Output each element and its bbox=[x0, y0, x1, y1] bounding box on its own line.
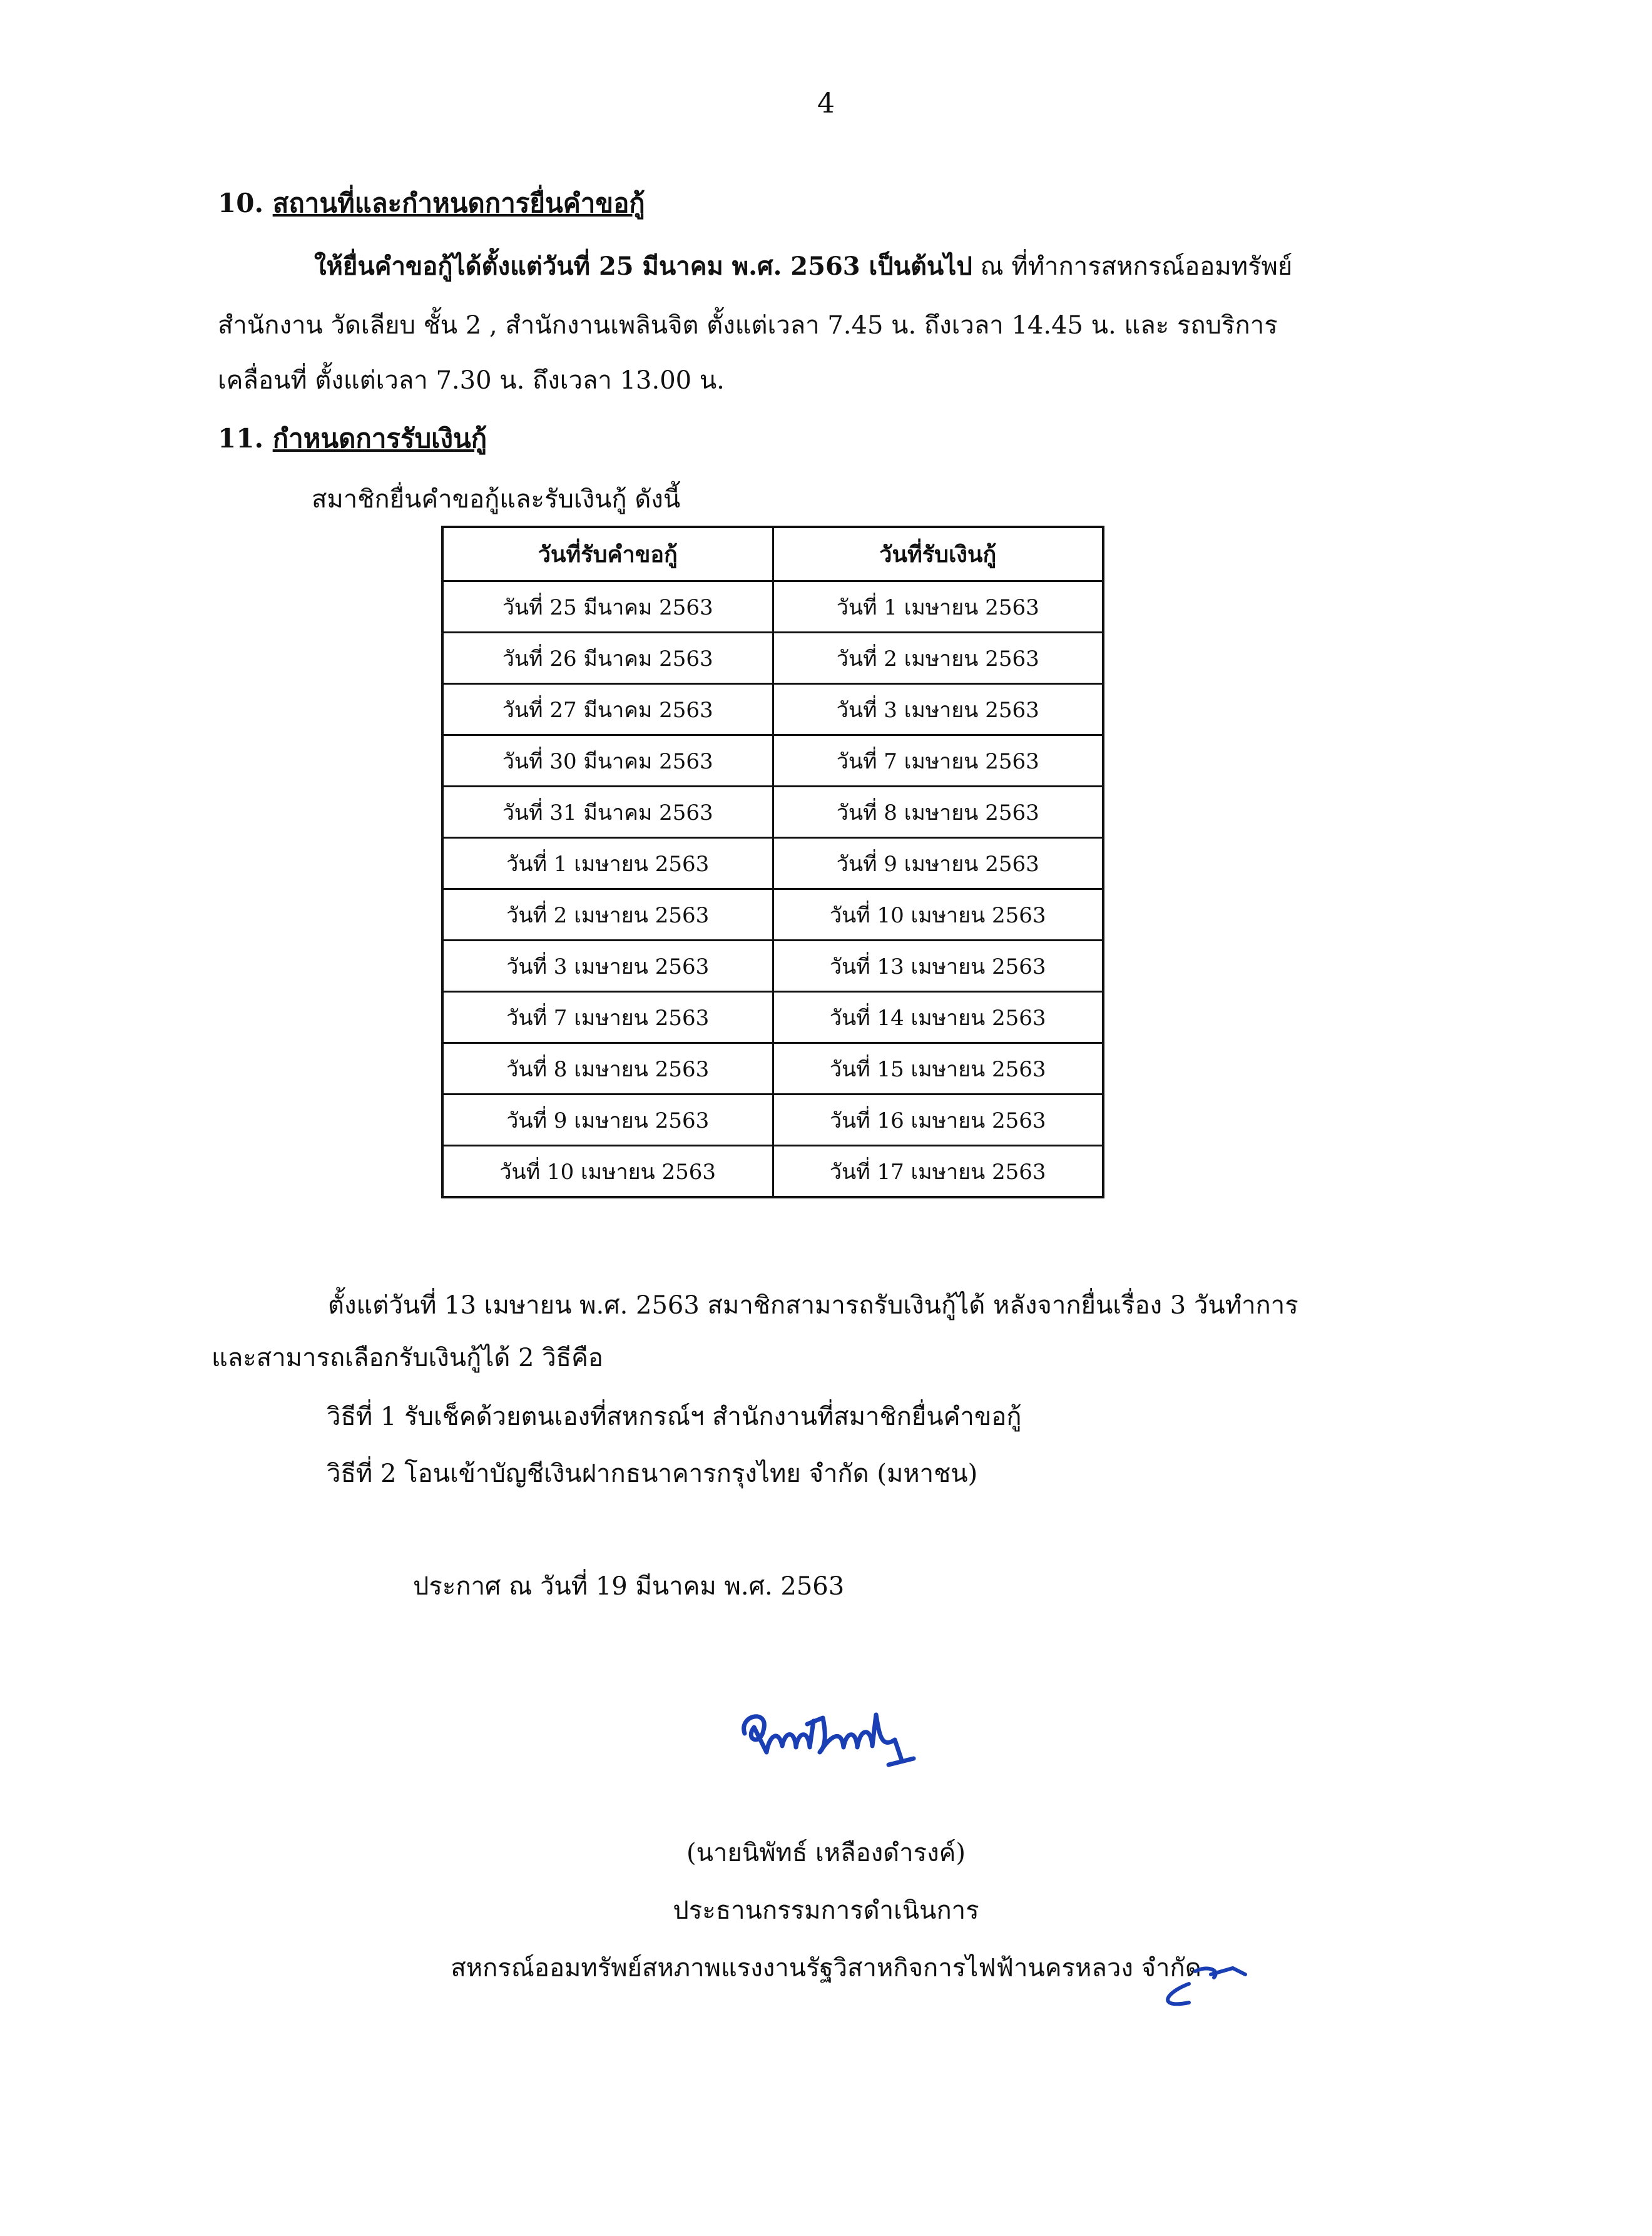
section-10-heading bbox=[218, 183, 645, 224]
disbursement-date-cell: วันที่ 9 เมษายน 2563 bbox=[773, 838, 1103, 889]
section-10-title: สถานที่และกำหนดการยื่นคำขอกู้ bbox=[272, 188, 645, 218]
signatory-name: (นายนิพัทธ์ เหลืองดำรงค์) bbox=[686, 1839, 966, 1867]
disbursement-date-cell: วันที่ 17 เมษายน 2563 bbox=[773, 1146, 1103, 1198]
disbursement-date-cell: วันที่ 10 เมษายน 2563 bbox=[773, 889, 1103, 941]
section-11-heading bbox=[218, 418, 487, 459]
application-date-cell: วันที่ 30 มีนาคม 2563 bbox=[442, 735, 773, 787]
disbursement-date-cell: วันที่ 16 เมษายน 2563 bbox=[773, 1095, 1103, 1146]
signature-image bbox=[732, 1696, 920, 1777]
application-date-cell: วันที่ 7 เมษายน 2563 bbox=[442, 992, 773, 1043]
signatory-organization: สหกรณ์ออมทรัพย์สหภาพแรงงานรัฐวิสาหกิจการไฟฟ้านครหลวง จำกัด bbox=[451, 1954, 1201, 1983]
section-11-title: กำหนดการรับเงินกู้ bbox=[272, 423, 487, 454]
table-row bbox=[442, 992, 1103, 1043]
signatory-position: ประธานกรรมการดำเนินการ bbox=[673, 1896, 979, 1925]
disbursement-date-cell: วันที่ 15 เมษายน 2563 bbox=[773, 1043, 1103, 1095]
table-row bbox=[442, 941, 1103, 992]
initials-mark bbox=[1151, 1959, 1264, 2015]
application-date-cell: วันที่ 10 เมษายน 2563 bbox=[442, 1146, 773, 1198]
application-date-cell: วันที่ 9 เมษายน 2563 bbox=[442, 1095, 773, 1146]
table-row bbox=[442, 735, 1103, 787]
application-date-cell: วันที่ 3 เมษายน 2563 bbox=[442, 941, 773, 992]
table-row bbox=[442, 1043, 1103, 1095]
table-body bbox=[442, 581, 1103, 1198]
section-11-intro: สมาชิกยื่นคำขอกู้และรับเงินกู้ ดังนี้ bbox=[312, 485, 681, 514]
table-row bbox=[442, 1095, 1103, 1146]
header-application-date: วันที่รับคำขอกู้ bbox=[442, 527, 773, 581]
application-date-cell: วันที่ 1 เมษายน 2563 bbox=[442, 838, 773, 889]
disbursement-date-cell: วันที่ 14 เมษายน 2563 bbox=[773, 992, 1103, 1043]
application-date-cell: วันที่ 2 เมษายน 2563 bbox=[442, 889, 773, 941]
table-row bbox=[442, 889, 1103, 941]
disbursement-date-cell: วันที่ 1 เมษายน 2563 bbox=[773, 581, 1103, 633]
table-row bbox=[442, 684, 1103, 735]
application-date-cell: วันที่ 27 มีนาคม 2563 bbox=[442, 684, 773, 735]
table-row bbox=[442, 787, 1103, 838]
application-date-cell: วันที่ 25 มีนาคม 2563 bbox=[442, 581, 773, 633]
disbursement-date-cell: วันที่ 8 เมษายน 2563 bbox=[773, 787, 1103, 838]
disbursement-note-line-2: และสามารถเลือกรับเงินกู้ได้ 2 วิธีคือ bbox=[212, 1344, 603, 1372]
table-header-row bbox=[442, 527, 1103, 581]
application-date-cell: วันที่ 8 เมษายน 2563 bbox=[442, 1043, 773, 1095]
disbursement-note-line-1: ตั้งแต่วันที่ 13 เมษายน พ.ศ. 2563 สมาชิกสามารถรับเงินกู้ได้ หลังจากยื่นเรื่อง 3 วันทำการ bbox=[328, 1291, 1298, 1320]
method-1: วิธีที่ 1 รับเช็คด้วยตนเองที่สหกรณ์ฯ สำนักงานที่สมาชิกยื่นคำขอกู้ bbox=[327, 1402, 1022, 1431]
table-row bbox=[442, 838, 1103, 889]
submission-location-start: ณ ที่ทำการสหกรณ์ออมทรัพย์ bbox=[980, 252, 1293, 281]
disbursement-date-cell: วันที่ 13 เมษายน 2563 bbox=[773, 941, 1103, 992]
disbursement-date-cell: วันที่ 7 เมษายน 2563 bbox=[773, 735, 1103, 787]
section-11-number: 11. bbox=[218, 423, 264, 454]
application-date-cell: วันที่ 26 มีนาคม 2563 bbox=[442, 633, 773, 684]
disbursement-date-cell: วันที่ 2 เมษายน 2563 bbox=[773, 633, 1103, 684]
table-row bbox=[442, 633, 1103, 684]
method-2: วิธีที่ 2 โอนเข้าบัญชีเงินฝากธนาคารกรุงไทย จำกัด (มหาชน) bbox=[327, 1459, 978, 1488]
announcement-date: ประกาศ ณ วันที่ 19 มีนาคม พ.ศ. 2563 bbox=[413, 1572, 845, 1601]
header-disbursement-date: วันที่รับเงินกู้ bbox=[773, 527, 1103, 581]
table-row bbox=[442, 581, 1103, 633]
submission-start-date: ให้ยื่นคำขอกู้ได้ตั้งแต่วันที่ 25 มีนาคม พ.ศ. 2563 เป็นต้นไป bbox=[314, 252, 972, 281]
section-10-line-1 bbox=[314, 246, 1292, 286]
disbursement-date-cell: วันที่ 3 เมษายน 2563 bbox=[773, 684, 1103, 735]
loan-schedule-table bbox=[441, 526, 1104, 1198]
section-10-line-2: สำนักงาน วัดเลียบ ชั้น 2 , สำนักงานเพลินจิต ตั้งแต่เวลา 7.45 น. ถึงเวลา 14.45 น. และ รถบริการ bbox=[218, 311, 1278, 340]
section-10-line-3: เคลื่อนที่ ตั้งแต่เวลา 7.30 น. ถึงเวลา 13.00 น. bbox=[218, 366, 725, 395]
page-number: 4 bbox=[817, 88, 835, 120]
table-row bbox=[442, 1146, 1103, 1198]
section-10-number: 10. bbox=[218, 188, 264, 218]
application-date-cell: วันที่ 31 มีนาคม 2563 bbox=[442, 787, 773, 838]
